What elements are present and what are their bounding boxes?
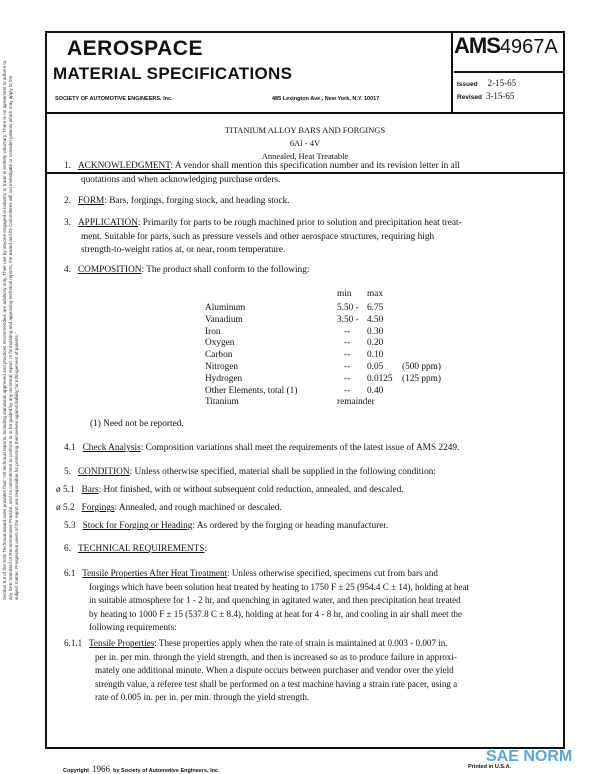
element-max: 0.05 [367,362,384,372]
element-max: 0.10 [367,350,384,361]
section-5-2: ø 5.2 Forgings: Annealed, and rough machined or descaled. [56,503,282,513]
element-name: Other Elements, total (1) [205,385,298,396]
ams-prefix: AMS [454,33,500,58]
printed-in: Printed in U.S.A. [468,764,512,770]
element-min: remainder [337,397,375,408]
section-4-1: 4.1 Check Analysis: Composition variations shall meet the requirements of the latest issue of AMS 2249. [64,443,460,453]
element-name: Hydrogen [205,373,243,384]
section-5-3: 5.3 Stock for Forging or Heading: As ordered by the forging or heading manufacturer. [64,521,389,531]
column-max: max [367,289,384,299]
title-line-2: 6Al - 4V [289,138,321,148]
disclaimer-side-note: Section 8.3 of the SAE Technical Board rules provides that: "All technical reports, including standards approved and practices recommended, are advisory only. Their use by anyone engaged in industry or trade is entirely voluntary. There is no agreement to adhere to any SAE Standard or Recommended Practice, and no commitment to conform to or be guided by any technical report. In formulating and approving technical reports, the Board and its Committees will not investigate or consider patents which may apply to the subject matter. Prospective users of the report are responsible for protecting themselves against liability for infringement of patents." [2,60,19,600]
element-max: 0.0125 [367,373,393,384]
composition-footnote: (1) Need not be reported. [90,419,184,429]
header-title: AEROSPACE [67,37,203,60]
element-note: (125 ppm) [402,373,441,384]
element-name: Nitrogen [205,362,239,372]
element-note: (500 ppm) [402,362,441,372]
element-min: -- [344,385,351,396]
society-name: SOCIETY OF AUTOMOTIVE ENGINEERS, Inc. [55,96,173,102]
header [45,31,565,114]
revised-date: 3-15-65 [485,91,515,101]
element-name: Titanium [205,397,239,408]
copyright: Copyright 1966 by Society of Automotive Engineers, Inc. [63,764,220,774]
society-address: 485 Lexington Ave., New York, N.Y. 10017 [272,96,380,102]
element-min: -- [344,350,351,361]
issued-date: 2-15-65 [487,78,517,88]
element-max: 4.50 [367,314,384,325]
title-line-1: TITANIUM ALLOY BARS AND FORGINGS [224,125,386,135]
section-4: 4. COMPOSITION: The product shall conform to the following: [64,265,310,275]
element-name: Oxygen [205,338,235,349]
element-min: 3.50 - [337,314,359,325]
element-max: 0.40 [367,385,384,396]
element-name: Vanadium [205,314,243,325]
element-max: 0.30 [367,326,384,337]
element-name: Carbon [205,350,233,361]
revised-label: Revised [457,94,482,101]
section-5-1: ø 5.1 Bars: Hot finished, with or without subsequent cold reduction, annealed, and descaled. [56,485,404,495]
section-6-1: 6.1 Tensile Properties After Heat Treatment: Unless otherwise specified, specimens cut from bars and forgings which have been solution heat treated by heating to 1750 F ± 25 (954.4 C ± 14), holding at heat in suitable atmosphere for 1 - 2 hr, and quenching in agitated water, and then precipitation heat treated by heating to 1000 F ± 15 (537.8 C ± 8.4), holding at heat for 4 - 8 hr, and cooling in air shall meet the following requirements: [64,568,470,632]
element-min: 5.50 - [337,303,359,313]
section-1: 1. ACKNOWLEDGMENT: A vendor shall mention this specification number and its revision letter in all quotations and when acknowledging purchase orders. [64,161,460,185]
section-6-1-1: 6.1.1 Tensile Properties: These properties apply when the rate of strain is maintained at 0.003 - 0.007 in. per in. per min. through the yield strength, and then is increased so as to produce failure in approxi- mately one additional minute. When a dispute occurs between purchaser and vendor over the yield strength value, a referee test shall be performed on a test machine having a strain rate pacer, using a rate of 0.005 in. per in. per min. through the yield strength. [64,638,458,702]
section-5: 5. CONDITION: Unless otherwise specified, material shall be supplied in the following condition: [64,467,436,477]
element-name: Aluminum [205,303,246,313]
title-line-3: Annealed, Heat Treatable [261,151,349,161]
ams-number: 4967A [499,36,558,58]
spec-number [454,33,563,73]
dates [457,78,516,104]
element-max: 0.20 [367,338,384,349]
issued-label: Issued [457,81,478,88]
column-min: min [337,289,352,299]
element-min: -- [344,362,351,372]
element-min: -- [344,338,351,349]
section-2: 2. FORM: Bars, forgings, forging stock, and heading stock. [64,196,290,206]
element-min: -- [344,326,351,337]
section-6: 6. TECHNICAL REQUIREMENTS: [64,544,208,554]
header-subtitle: MATERIAL SPECIFICATIONS [53,64,293,83]
element-name: Iron [205,326,221,337]
element-max: 6.75 [367,303,384,313]
sae-norm-watermark: SAE NORM [486,748,573,765]
element-min: -- [344,373,351,384]
section-3: 3. APPLICATION: Primarily for parts to be rough machined prior to solution and precipitation heat treat- ment. Suitable for parts, such as pressure vessels and other aerospace structures, requiring high strength-to-weight ratios at, or near, room temperature. [64,218,462,255]
